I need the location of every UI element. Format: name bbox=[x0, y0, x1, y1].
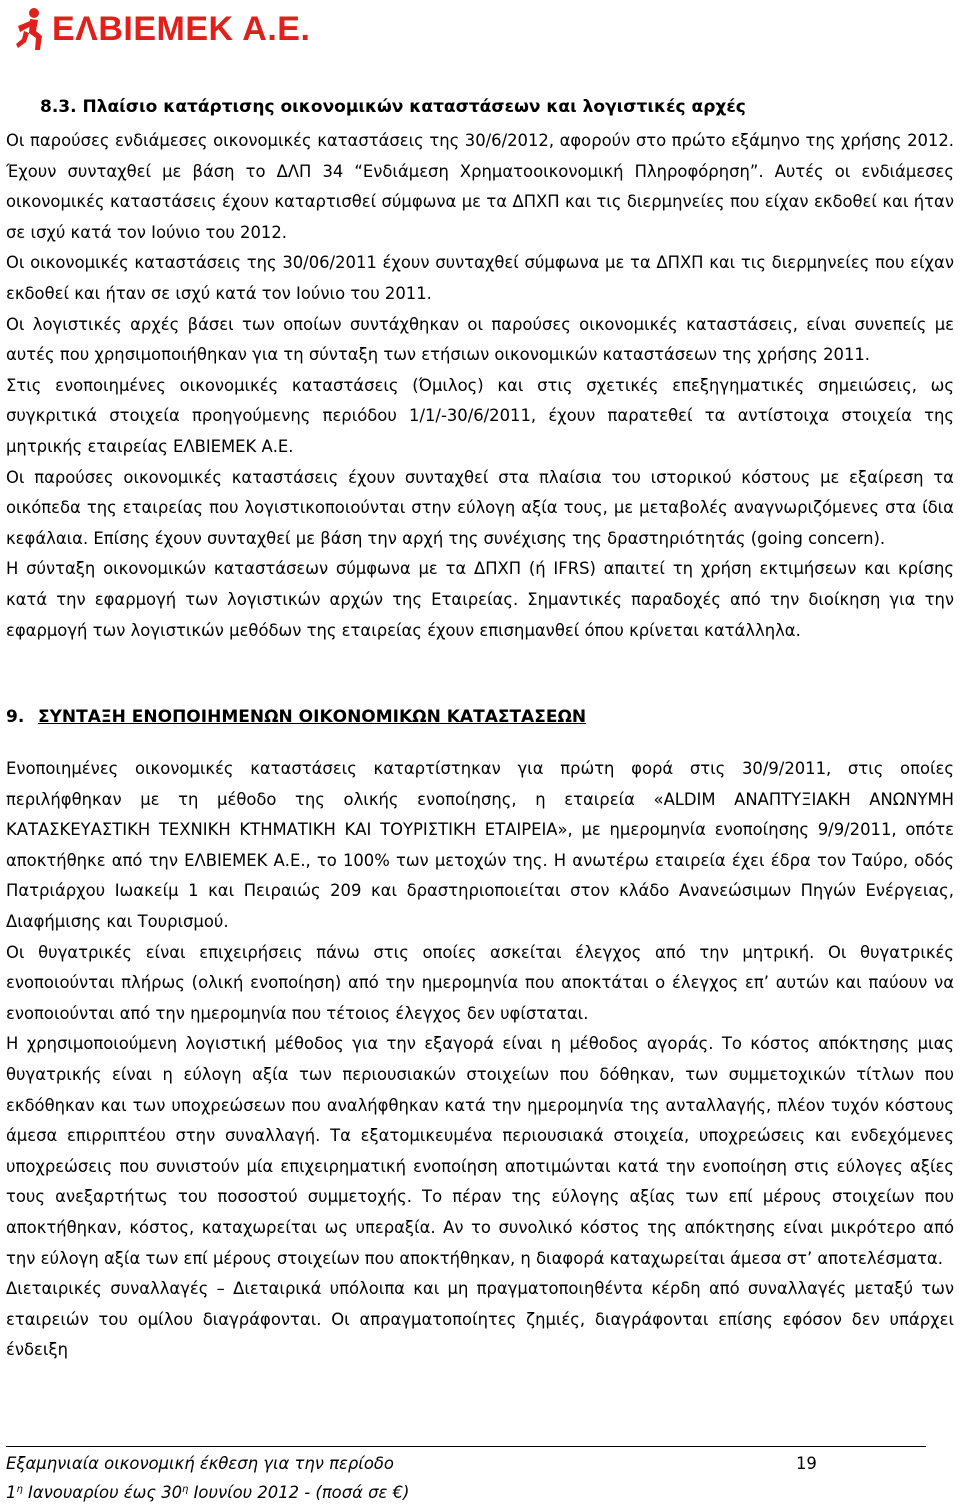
footer-line-1 bbox=[6, 1451, 926, 1477]
report-period-start: 1 bbox=[6, 1483, 17, 1502]
section-number: 9. bbox=[6, 707, 25, 728]
paragraph: Ενοποιημένες οικονομικές καταστάσεις καταρτίστηκαν για πρώτη φορά στις 30/9/2011, στις οποίες περιλήφθηκαν με τη μέθοδο της ολικής ενοποίησης, η εταιρεία «ALDIM ΑΝΑΠΤΥΞΙΑΚΗ ΑΝΩΝΥΜΗ ΚΑΤΑΣΚΕΥΑΣΤΙΚΗ ΤΕΧΝΙΚΗ ΚΤΗΜΑΤΙΚΗ ΚΑΙ ΤΟΥΡΙΣΤΙΚΗ ΕΤΑΙΡΕΙΑ», με ημερομηνία ενοποίησης 9/9/2011, οπότε αποκτήθηκε από την ΕΛΒΙΕΜΕΚ Α.Ε., το 100% των μετοχών της. Η ανωτέρω εταιρεία έχει έδρα τον Ταύρο, οδός Πατριάρχου Ιωακείμ 1 και Πειραιώς 209 και δραστηριοποιείται στον κλάδο Ανανεώσιμων Πηγών Ενέργειας, Διαφήμισης και Τουρισμού. bbox=[6, 759, 954, 932]
paragraph: Η χρησιμοποιούμενη λογιστική μέθοδος για την εξαγορά είναι η μέθοδος αγοράς. Το κόστος απόκτησης μιας θυγατρικής είναι η εύλογη αξία των περιουσιακών στοιχείων που δόθηκαν, των συμμετοχικών τίτλων που εκδόθηκαν και των υποχρεώσεων που αναλήφθηκαν κατά την ημερομηνία της ανταλλαγής, πλέον τυχόν κόστους άμεσα επιρριπτέου στην συναλλαγή. Τα εξατομικευμένα περιουσιακά στοιχεία, υποχρεώσεις και ενδεχόμενες υποχρεώσεις που συνιστούν μία επιχειρηματική ενοποίηση αποτιμώνται κατά την ενοποίηση στις εύλογες αξίες τους ανεξαρτήτως του ποσοστού συμμετοχής. Το πέραν της εύλογης αξίας των επί μέρους στοιχείων που αποκτήθηκαν, κόστος, καταχωρείται ως υπεραξία. Αν το συνολικό κόστος της απόκτησης είναι μικρότερο από την εύλογη αξία των επί μέρους στοιχείων που αποκτήθηκαν, η διαφορά καταχωρείται άμεσα στ’ αποτελέσματα. bbox=[6, 1034, 954, 1268]
report-period-end: Ιουνίου 2012 - (ποσά σε €) bbox=[188, 1483, 410, 1502]
page-footer bbox=[6, 1446, 926, 1506]
section-heading-8-3: 8.3. Πλαίσιο κατάρτισης οικονομικών καταστάσεων και λογιστικές αρχές bbox=[40, 97, 746, 117]
paragraph: Στις ενοποιημένες οικονομικές καταστάσεις (Όμιλος) και στις σχετικές επεξηγηματικές σημειώσεις, ως συγκριτικά στοιχεία προηγούμενης περιόδου 1/1/-30/6/2011, έχουν παρατεθεί τα αντίστοιχα στοιχεία της μητρικής εταιρείας ΕΛΒΙΕΜΕΚ Α.Ε. bbox=[6, 375, 954, 456]
paragraph: Οι παρούσες οικονομικές καταστάσεις έχουν συνταχθεί στα πλαίσια του ιστορικού κόστους με εξαίρεση τα οικόπεδα της εταιρείας που λογιστικοποιούνται στην εύλογη αξία τους, με μεταβολές αναγνωριζόμενες στα ίδια κεφάλαια. Επίσης έχουν συνταχθεί με βάση την αρχή της συνέχισης της δραστηριότητάς (going concern). bbox=[6, 467, 954, 548]
paragraph: Οι θυγατρικές είναι επιχειρήσεις πάνω στις οποίες ασκείται έλεγχος από την μητρική. Οι θυγατρικές ενοποιούνται πλήρως (ολική ενοποίηση) από την ημερομηνία που αποκτάται ο έλεγχος επ’ αυτών και παύουν να ενοποιούνται από την ημερομηνία που τέτοιος έλεγχος δεν υφίσταται. bbox=[6, 942, 954, 1023]
paragraph: Οι λογιστικές αρχές βάσει των οποίων συντάχθηκαν οι παρούσες οικονομικές καταστάσεις, είναι συνεπείς με αυτές που χρησιμοποιήθηκαν για τη σύνταξη των ετήσιων οικονομικών καταστάσεων της χρήσης 2011. bbox=[6, 314, 954, 365]
report-period-middle: Ιανουαρίου έως 30 bbox=[22, 1483, 183, 1502]
paragraph: Οι παρούσες ενδιάμεσες οικονομικές καταστάσεις της 30/6/2012, αφορούν στο πρώτο εξάμηνο της χρήσης 2012. Έχουν συνταχθεί με βάση το ΔΛΠ 34 “Ενδιάμεση Χρηματοοικονομική Πληροφόρηση”. Αυτές οι ενδιάμεσες οικονομικές καταστάσεις έχουν καταρτισθεί σύμφωνα με τα ΔΠΧΠ και τις διερμηνείες που είχαν εκδοθεί και ήταν σε ισχύ κατά τον Ιούνιο του 2012. bbox=[6, 131, 954, 242]
company-logo-icon bbox=[14, 6, 48, 52]
paragraph: Οι οικονομικές καταστάσεις της 30/06/2011 έχουν συνταχθεί σύμφωνα με τα ΔΠΧΠ και τις διερμηνείες που είχαν εκδοθεί και ήταν σε ισχύ κατά τον Ιούνιο του 2011. bbox=[6, 253, 954, 303]
report-title: Εξαμηνιαία οικονομική έκθεση για την περίοδο bbox=[6, 1454, 394, 1473]
page-header bbox=[14, 6, 310, 52]
paragraph: Η σύνταξη οικονομικών καταστάσεων σύμφωνα με τα ΔΠΧΠ (ή IFRS) απαιτεί τη χρήση εκτιμήσεων και κρίσης κατά την εφαρμογή των λογιστικών αρχών της Εταιρείας. Σημαντικές παραδοχές από την διοίκηση για την εφαρμογή των λογιστικών μεθόδων της εταιρείας έχουν επισημανθεί όπου κρίνεται κατάλληλα. bbox=[6, 559, 954, 640]
document-body bbox=[6, 92, 954, 1366]
section-title: ΣΥΝΤΑΞΗ ΕΝΟΠΟΙΗΜΕΝΩΝ ΟΙΚΟΝΟΜΙΚΩΝ ΚΑΤΑΣΤΑΣΕΩΝ bbox=[38, 707, 587, 728]
company-logo-text: ΕΛΒΙΕΜΕΚ Α.Ε. bbox=[52, 10, 311, 48]
page-number: 19 bbox=[796, 1454, 817, 1473]
ordinal-suffix: η bbox=[182, 1484, 189, 1495]
paragraph: Διεταιρικές συναλλαγές – Διεταιρικά υπόλοιπα και μη πραγματοποιηθέντα κέρδη από συναλλαγές μεταξύ των εταιρειών του ομίλου διαγράφονται. Οι απραγματοποίητες ζημιές, διαγράφονται επίσης εφόσον δεν υπάρχει ένδειξη bbox=[6, 1279, 954, 1360]
ordinal-suffix: η bbox=[16, 1484, 23, 1495]
section-heading-9 bbox=[6, 702, 954, 732]
footer-line-2 bbox=[6, 1477, 926, 1506]
